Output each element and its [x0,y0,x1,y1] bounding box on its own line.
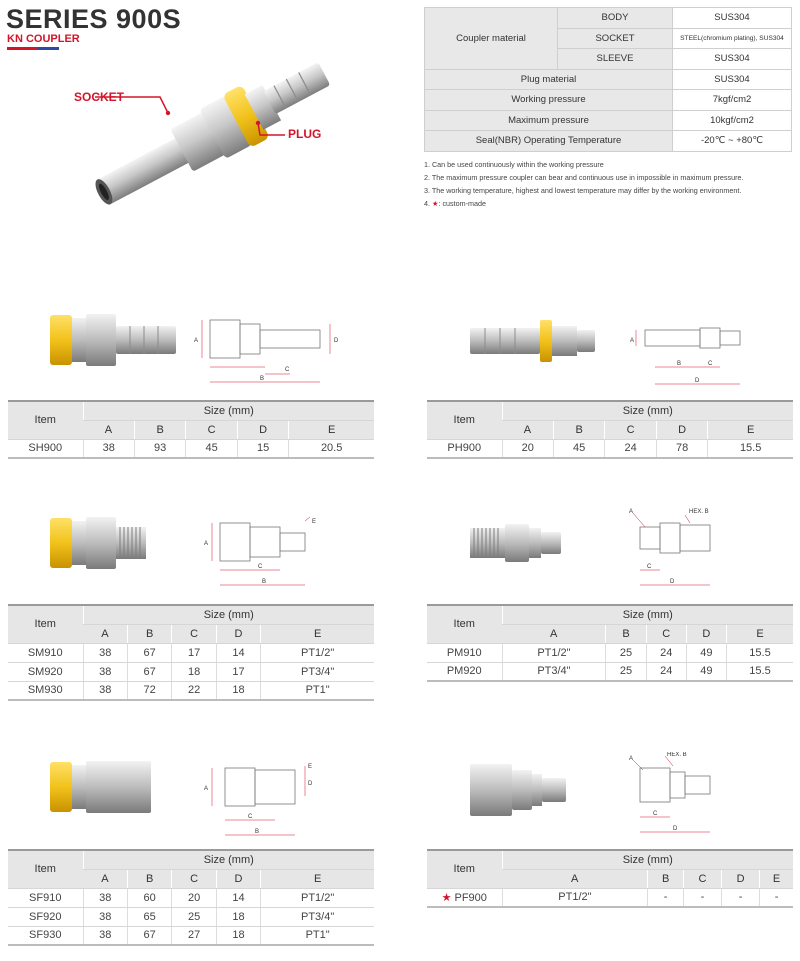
svg-text:B: B [255,829,260,835]
col-e: E [726,624,793,643]
col-c: C [683,869,721,888]
table-row: SF910 38 60 20 14 PT1/2" [8,888,374,907]
spec-coupler-material-label: Coupler material [425,8,558,70]
svg-text:HEX. B: HEX. B [689,509,709,515]
svg-text:B: B [260,376,265,382]
spec-body-label: BODY [558,8,673,29]
sm910-product-image [45,513,150,573]
col-e: E [261,869,374,888]
spec-maximum-pressure-label: Maximum pressure [425,110,673,131]
col-item: Item [8,401,83,439]
svg-text:C: C [653,811,658,817]
col-size: Size (mm) [502,401,793,420]
svg-text:A: A [194,338,199,344]
spec-seal-temperature-value: -20℃ ~ +80℃ [673,131,792,152]
sm-size-table [8,604,374,701]
custom-made-star-icon: ★ [432,199,439,208]
col-size: Size (mm) [83,605,374,624]
svg-text:D: D [334,338,339,344]
col-b: B [127,869,171,888]
svg-text:C: C [285,367,290,373]
spec-sleeve-value: SUS304 [673,49,792,70]
col-e: E [708,420,793,439]
svg-text:A: A [630,338,635,344]
note-1: 1. Can be used continuously within the working pressure [424,160,604,169]
ph900-product-image [465,316,600,366]
svg-text:C: C [647,564,652,570]
page-subtitle: KN COUPLER [7,33,80,45]
plug-callout: PLUG [288,127,322,141]
table-row: SM920 38 67 18 17 PT3/4" [8,662,374,681]
col-d: D [686,624,726,643]
svg-text:B: B [677,361,682,367]
col-size: Size (mm) [83,850,374,869]
sf-size-table [8,849,374,946]
svg-text:D: D [695,378,700,384]
spec-working-pressure-value: 7kgf/cm2 [673,90,792,111]
table-row: SF920 38 65 25 18 PT3/4" [8,907,374,926]
col-b: B [606,624,646,643]
col-item: Item [427,401,502,439]
col-a: A [83,624,127,643]
svg-text:HEX. B: HEX. B [667,752,687,758]
col-a: A [502,869,648,888]
note-4-text: : custom-made [438,199,486,208]
svg-text:B: B [262,579,267,585]
col-e: E [289,420,374,439]
svg-text:E: E [312,519,317,525]
col-b: B [553,420,604,439]
page-title: SERIES 900S [6,4,182,34]
col-d: D [237,420,288,439]
spec-maximum-pressure-value: 10kgf/cm2 [673,110,792,131]
col-size: Size (mm) [83,401,374,420]
pm-size-table [427,604,793,682]
sm910-dimension-drawing [200,515,330,595]
notes-list [424,158,743,210]
svg-text:A: A [204,541,209,547]
col-c: C [172,869,216,888]
col-item: Item [427,850,502,888]
svg-text:A: A [204,786,209,792]
col-c: C [605,420,656,439]
col-d: D [216,869,260,888]
pf900-product-image [465,760,570,820]
sf910-product-image [45,757,155,817]
col-a: A [83,869,127,888]
title-underline [7,47,59,50]
svg-text:C: C [248,814,253,820]
spec-plug-material-label: Plug material [425,69,673,90]
col-e: E [261,624,374,643]
table-row: ★ PF900 PT1/2" - - - - [427,888,793,907]
col-a: A [502,420,553,439]
col-b: B [127,624,171,643]
table-row: PM910 PT1/2" 25 24 49 15.5 [427,643,793,662]
table-row: SH900 38 93 45 15 20.5 [8,439,374,458]
svg-text:D: D [673,826,678,832]
col-size: Size (mm) [502,850,793,869]
note-4-prefix: 4. [424,199,430,208]
col-a: A [502,624,606,643]
table-row: PH900 20 45 24 78 15.5 [427,439,793,458]
table-row: PM920 PT3/4" 25 24 49 15.5 [427,662,793,681]
custom-made-star-icon: ★ [441,891,452,904]
col-d: D [721,869,759,888]
sh900-product-image [45,310,180,370]
spec-body-value: SUS304 [673,8,792,29]
spec-socket-value: STEEL(chromium plating), SUS304 [673,28,792,49]
col-e: E [760,869,793,888]
col-b: B [648,869,684,888]
socket-callout: SOCKET [74,90,125,104]
sf910-dimension-drawing [200,760,330,845]
svg-text:D: D [308,781,313,787]
spec-sleeve-label: SLEEVE [558,49,673,70]
spec-seal-temperature-label: Seal(NBR) Operating Temperature [425,131,673,152]
ph900-dimension-drawing [620,322,770,392]
note-4 [424,197,743,210]
sh900-dimension-drawing [190,312,350,392]
svg-text:D: D [670,579,675,585]
svg-text:A: A [629,509,634,515]
col-item: Item [8,605,83,643]
col-size: Size (mm) [502,605,793,624]
ph-size-table [427,400,793,459]
col-c: C [646,624,686,643]
col-c: C [172,624,216,643]
note-3: 3. The working temperature, highest and lowest temperature may differ by the working environment. [424,186,742,195]
spec-table [424,7,792,152]
spec-plug-material-value: SUS304 [673,69,792,90]
svg-text:C: C [708,361,713,367]
col-a: A [83,420,134,439]
table-row: SM930 38 72 22 18 PT1" [8,681,374,700]
col-b: B [134,420,185,439]
svg-text:E: E [308,764,313,770]
pm910-product-image [465,518,565,568]
table-row: SM910 38 67 17 14 PT1/2" [8,643,374,662]
spec-socket-label: SOCKET [558,28,673,49]
col-c: C [186,420,237,439]
svg-text:A: A [629,756,634,762]
pf-size-table [427,849,793,908]
col-item: Item [427,605,502,643]
table-row: SF930 38 67 27 18 PT1" [8,926,374,945]
col-d: D [656,420,707,439]
col-item: Item [8,850,83,888]
pm910-dimension-drawing [625,505,735,595]
spec-working-pressure-label: Working pressure [425,90,673,111]
pf900-dimension-drawing [625,752,735,837]
svg-text:C: C [258,564,263,570]
col-d: D [216,624,260,643]
note-2: 2. The maximum pressure coupler can bear and continuous use in impossible in maximum pressure. [424,173,744,182]
sh-size-table [8,400,374,459]
